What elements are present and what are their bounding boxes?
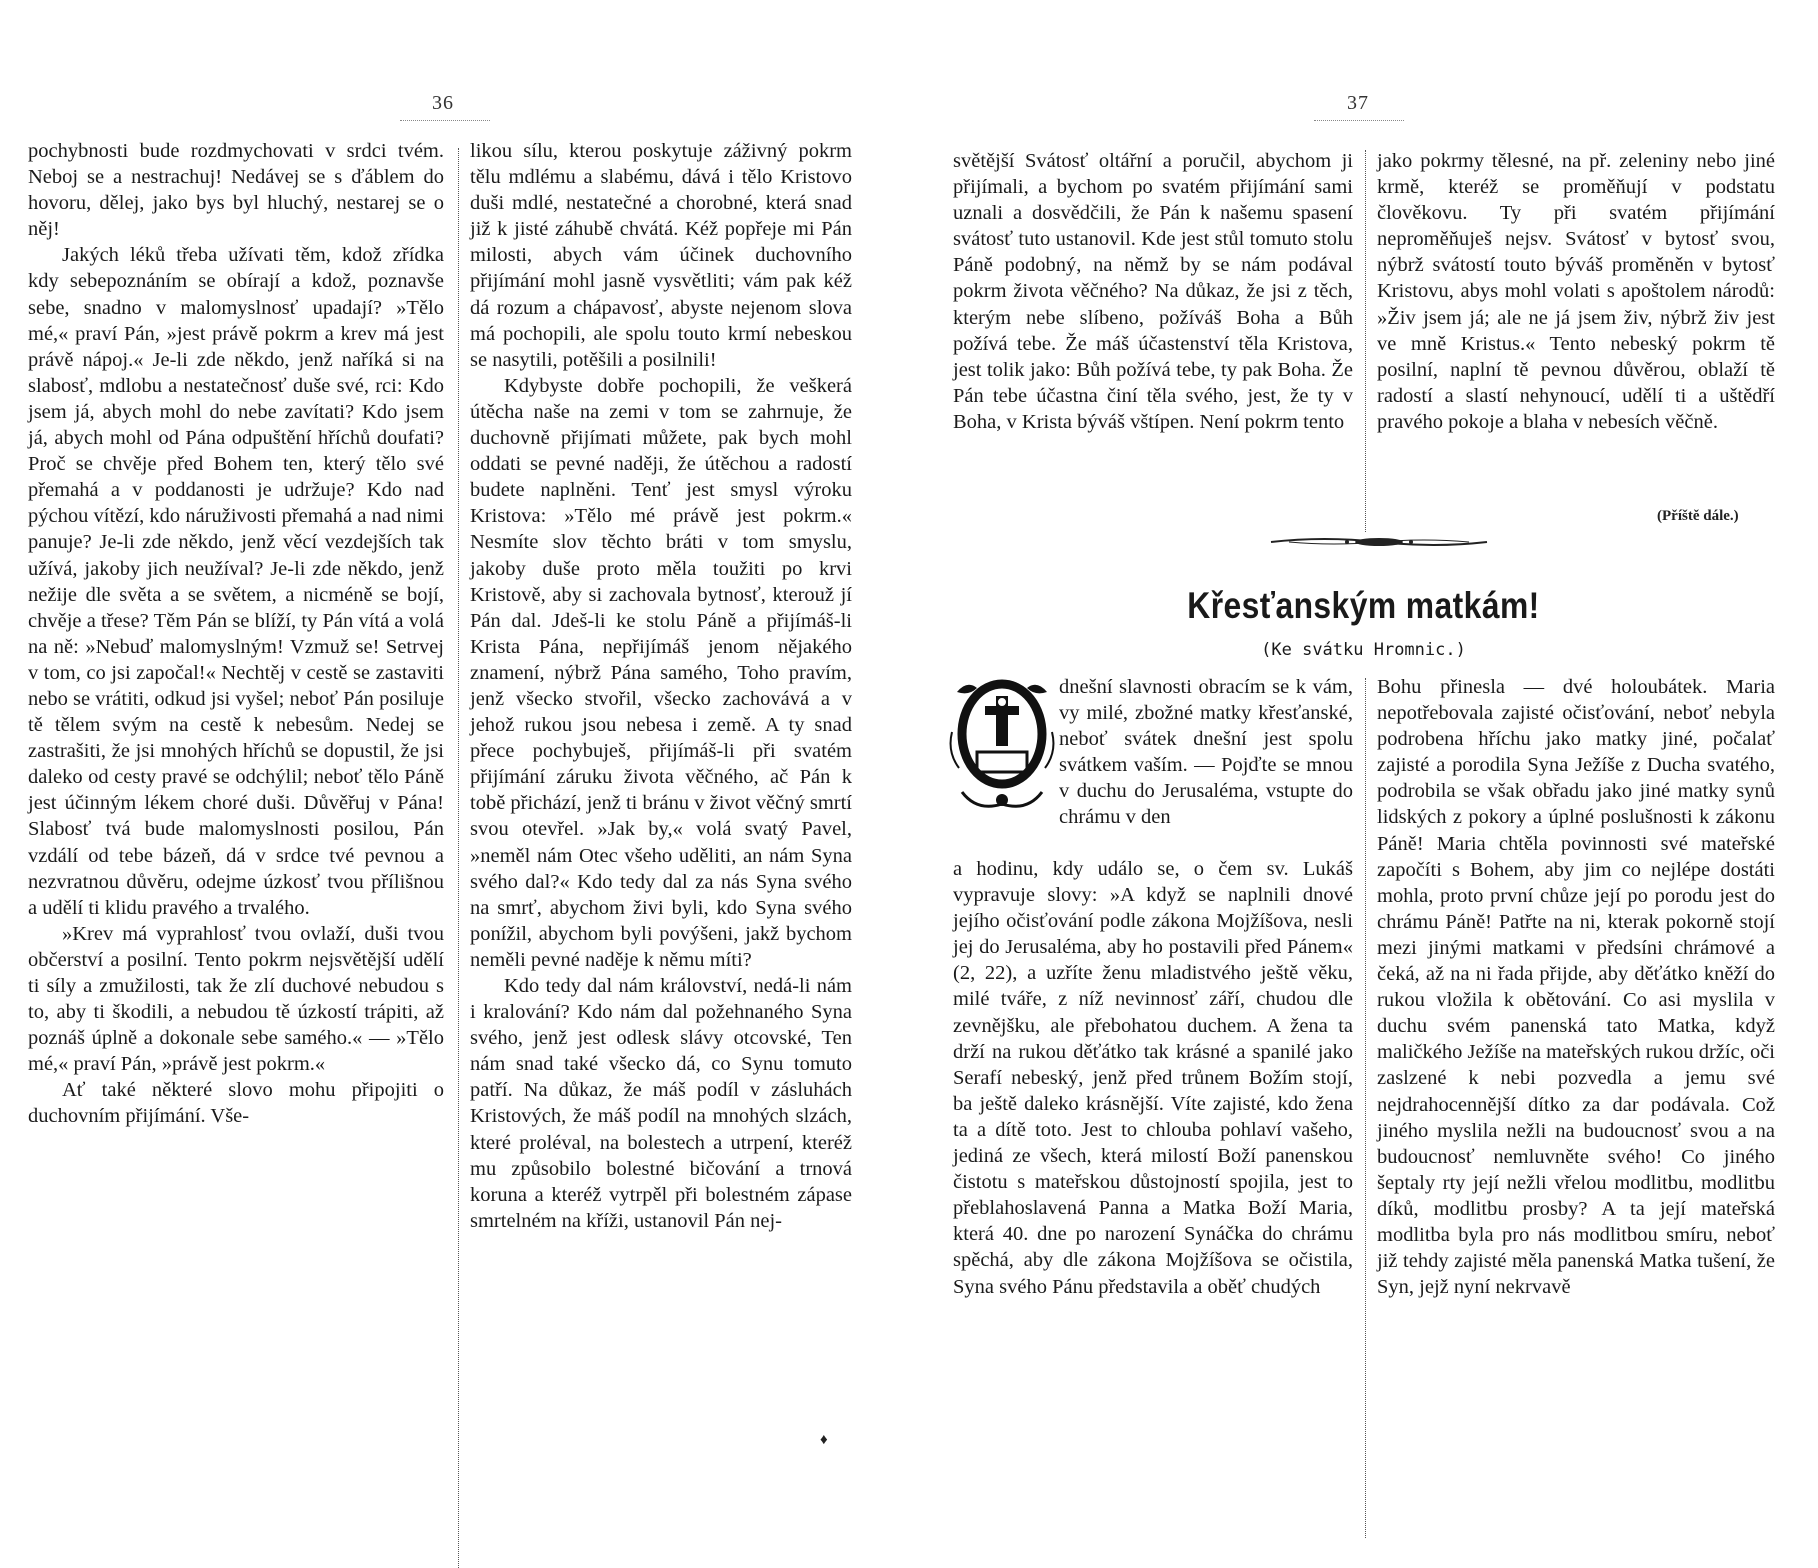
right-page-column-1-top [953,148,1353,435]
ornate-dropcap-o-icon [947,672,1057,818]
page-number-left: 36 [432,92,454,114]
article-column-1: a hodinu, kdy událo se, o čem sv. Lukáš vypravuje slovy: »A když se naplnili dnové jejího očisťování podle zákona Mojžíšova, nesli jej do Jerusaléma, aby ho postavili před Pánem« (2, 22), a uzříte ženu mladistvého ještě věku, milé tváře, z níž nevinnosť září, chudou dle zevnějšku, ale přebohatou duchem. A žena ta drží na rukou děťátko tak krásné a spanilé jako Serafí nebeský, jenž před trůnem Božím stojí, ba ještě daleko krásnější. Víte zajisté, kdo žena ta a dítě toto. Jest to chlouba pohlaví vašeho, jediná ze všech, která milostí Boží panenskou čistotu s mateřskou důstojností spojila, jest to přeblahoslavená Panna a Matka Boží Maria, která 40. dne po narození Synáčka do chrámu spěchá, aby dle zákona Mojžíšova se očistila, Syna svého Pánu představila a oběť chudých [953,858,1353,1298]
left-page-column-1 [28,138,444,1130]
paragraph: likou sílu, kterou poskytuje záživný pokrm tělu mdlému a slabému, dává i tělo Kristovo duši mdlé, nestatečné a chorobné, která snad již k jisté záhubě chvátá. Kéž popřeje mi Pán milosti, abych vám účinek duchovního přijímání mohl jasně vysvětliti; vám pak kéž dá rozum a chápavosť, abyste nejenom slova má pochopili, ale spolu touto krmí nebeskou se nasytili, potěšili a posilnili! [470,140,852,371]
signature-mark: ♦ [820,1432,828,1448]
right-page-column-2-top [1377,148,1775,435]
paragraph: Kdo tedy dal nám království, nedá-li nám i kralování? Kdo nám dal požehnaného Syna svého, jenž jest odlesk slávy otcovské, Ten nám snad také všecko dá, co Synu tomuto patří. Na důkaz, že máš podíl v zásluhách Kristových, že máš podíl na mnohých slzách, které proléval, na bolestech a utrpení, kteréž mu způsobilo bolestné bičování a trnová koruna a kteréž vytrpěl při bolestném zápase smrtelném na kříži, ustanovil Pán nej- [470,975,852,1232]
paragraph: pochybnosti bude rozdmychovati v srdci tvém. Neboj se a nestrachuj! Nedávej se s ďáblem do hovoru, dělej, jako bys byl hluchý, nestarej se o něj! [28,140,444,241]
paragraph: světější Svátosť oltářní a poručil, abychom ji přijímali, a bychom po svatém přijímání sami uznali a dosvědčili, že Pán k našemu spasení svátosť tuto ustanovil. Kde jest stůl tomuto stolu Páně podobný, na němž by se nám podával pokrm života věčného? Na důkaz, že jsi z těch, kterým nebe slíbeno, požíváš Boha a Bůh požívá tebe. Že máš účastenství těla Kristova, jest tolik jako: Bůh požívá tebe, ty pak Boha. Že Pán tebe účastna činí těla svého, jest, že ty v Boha, v Krista býváš vštípen. Není pokrm tento [953,150,1353,433]
article-column-2: Bohu přinesla — dvé holoubátek. Maria nepotřebovala zajisté očisťování, neboť nebyla podrobena hříchu jako matky jiné, počalať zajisté a porodila Syna Ježíše z Ducha svatého, podrobila se však obřadu jako jiné matky synů lidských z pokory a úplné poslušnosti k zákonu Páně! Maria chtěla povinnosti své mateřské započíti s Bohem, aby jim co nejlépe dostáti mohla, proto první chůze její po porodu jest do chrámu Páně! Patřte na ni, kterak pokorně stojí mezi jinými matkami v předsíni chrámové a čeká, až na ni řada přijde, aby děťátko kněží do rukou vložila k obětování. Co asi myslila v duchu svém panenská tato Matka, když maličkého Ježíše na mateřských rukou držíc, oči zaslzené k nebi pozvedla a jemu své nejdrahocennější dítko za dar podávala. Což jiného myslila nežli na budoucnosť svou a na budoucnosť nemluvněte svého! Co jiného šeptaly rty její nežli vřelou modlitbu, modlitbu díků, modlitbu prosby? A ta její mateřská modlitba byla pro nás modlitbou smíru, neboť již tehdy zajisté měla panenská Matka tušení, že Syn, jejž nyní nekrvavě [1377,676,1775,1299]
column-separator [1365,150,1366,532]
paragraph: jako pokrmy tělesné, na př. zeleniny nebo jiné krmě, kteréž se proměňují v podstatu člověkovu. Ty při svatém přijímání neproměňuješ nejsv. Svátosť v bytosť svou, nýbrž svátostí touto býváš proměněn v bytosť Kristovu, abys mohl volati s apoštolem národů: »Živ jsem já; ale ne já jsem živ, nýbrž živ jest ve mně Kristus.« Tento nebeský pokrm tě posilní, naplní tě pevnou důvěrou, oblaží tě radostí a slastí nehynoucí, udělí ti a uštědří pravého pokoje a blaha v nebesích věčně. [1377,150,1775,433]
left-page-column-2 [470,138,852,1234]
page-number-rule-right [1314,120,1404,121]
column-separator [1365,678,1366,1538]
article-title: Křesťanským matkám! [1187,585,1540,626]
continued-note: (Příště dále.) [1657,508,1739,524]
article-subtitle: (Ke svátku Hromnic.) [1261,640,1466,660]
ornament-divider [1269,532,1489,552]
paragraph: »Krev má vyprahlosť tvou ovlaží, duši tvou občerství a posilní. Tento pokrm nejsvětější udělí ti síly a zmužilosti, tak že zlí duchové nebudou s to, aby ti škodili, a nebudou tě úzkostí trápiti, až poznáš úplně a dokonale sebe samého.« — »Tělo mé,« praví Pán, »právě jest pokrm.« [28,922,444,1076]
column-separator [458,148,459,1568]
paragraph: Kdybyste dobře pochopili, že veškerá útěcha naše na zemi v tom se zahrnuje, že duchovně přijímati můžete, pak bych mohl oddati se pevné naději, že útěchou a radostí budete naplněni. Tenť jest smysl výroku Kristova: »Tělo mé právě jest pokrm.« Nesmíte slov těchto bráti v tom smyslu, jakoby duše proto měla toužiti po krvi Kristově, aby si zachovala bytnosť, kterouž jí Pán dal. Jdeš-li ke stolu Páně a přijímáš-li Krista Pána, nepřijímáš jenom nějakého znamení, nýbrž Pána samého, Toho pravím, jenž všecko stvořil, všecko zachovává a v jehož rukou jsou nebesa i země. A ty snad přece pochybuješ, přijímáš-li při svatém přijímání záruku života věčného, ač Pán k tobě přichází, jenž ti bránu v život věčný smrtí svou otevřel. »Jak by,« volá svatý Pavel, »neměl nám Otec všeho uděliti, an nám Syna svého dal?« Kdo tedy dal za nás Syna svého na smrť, abychom živi byli, kdo Syna svého ponížil, abychom byli povýšeni, jakž bychom neměli pevné naděje k němu míti? [470,374,852,971]
paragraph: Ať také některé slovo mohu připojiti o duchovním přijímání. Vše- [28,1079,444,1128]
page-number-rule-left [400,120,490,121]
left-page [0,0,909,1500]
article-column-1-beside-dropcap: dnešní slavnosti obracím se k vám, vy milé, zbožné matky křesťanské, neboť svátek dnešní jest spolu svátkem vaším. — Pojďte se mnou v duchu do Jerusaléma, vstupte do chrámu v den [1059,676,1353,829]
right-page [909,0,1818,1500]
paragraph: Jakých léků třeba užívati těm, kdož zřídka kdy sebepoznáním se obírají a kdož, poznavše sebe, snadno v malomyslnosť upadají? »Tělo mé,« praví Pán, »jest právě pokrm a krev má jest právě nápoj.« Je-li zde někdo, jenž naříká si na slabosť, mdlobu a nestatečnosť duše své, rci: Kdo jsem já, abych mohl do nebe zavítati? Kdo jsem já, abych mohl od Pána odpuštění hříchů doufati? Proč se chvěje před Bohem ten, který tělo své přemahá a v poddanosti je udržuje? Kdo nad pýchou vítězí, kdo náruživosti přemahá a nad nimi panuje? Je-li zde někdo, jenž věcí vezdejších tak užívá, jakoby jich neužíval? Je-li zde někdo, jenž nežije dle světa a se světem, a nicméně se bojí, chvěje a třese? Těm Pán se blíží, ty Pán vítá a volá na ně: »Nebuď malomyslným! Vzmuž se! Setrvej v tom, co jsi započal!« Nechtěj v cestě se zastaviti nebo se vrátiti, odkud jsi vyšel; neboť Pán posiluje tě tělem svým na cestě k nebesům. Nedej se zastrašiti, že jsi mnohých hříchů se dopustil, že jsi daleko od cesty pravé se odchýlil; neboť tělo Páně jest účinným lékem choré duši. Důvěřuj v Pána! Slabosť tvá bude malomyslnosti posilou, Pán vzdálí od tebe bázeň, dá v srdce tvé pevnou a nezvratnou důvěru, odejme úzkosť tvou přílišnou a udělí ti klidu pravého a trvalého. [28,244,444,919]
page-number-right: 37 [1347,92,1369,114]
